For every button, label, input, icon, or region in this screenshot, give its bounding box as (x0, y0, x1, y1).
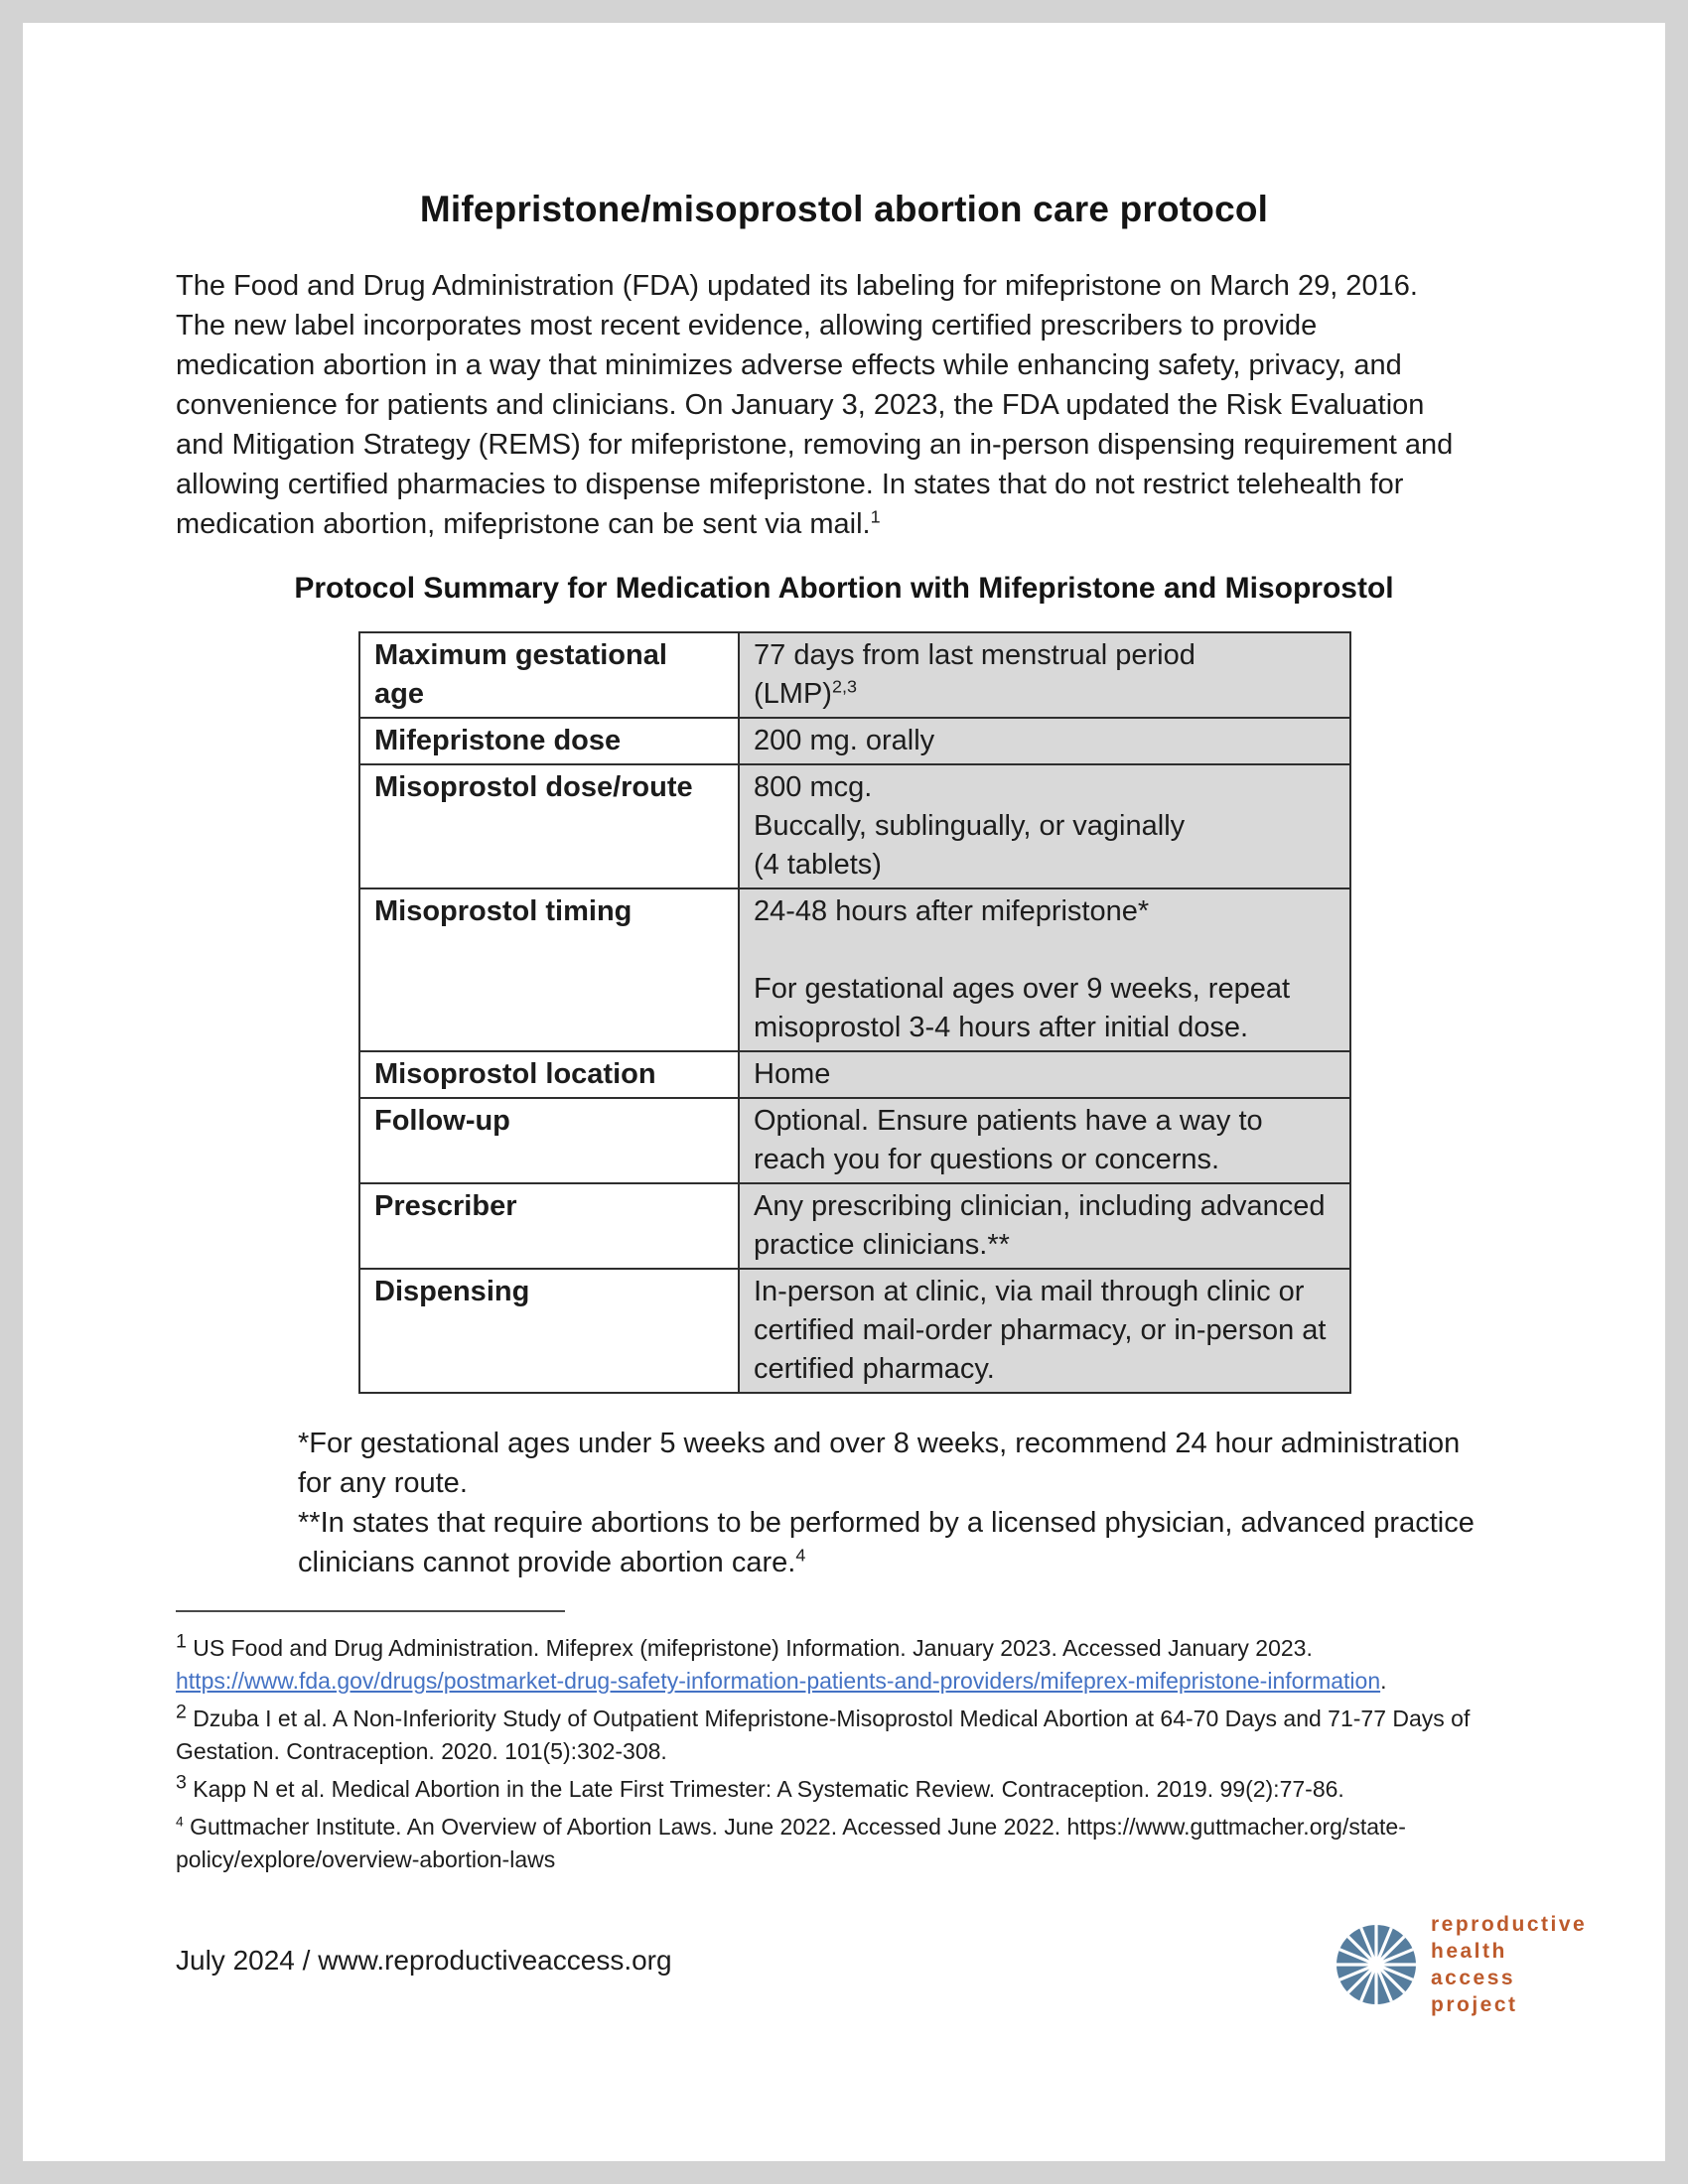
table-row (359, 1269, 1350, 1393)
footnotes-section (176, 1632, 1496, 1876)
footnote-marker: 2 (176, 1701, 187, 1723)
row-value-line: For gestational ages over 9 weeks, repeat misoprostol 3-4 hours after initial dose. (754, 973, 1291, 1043)
row-value-line: 800 mcg. (754, 771, 873, 803)
footnote: $^1$ US Food and Drug Administration. Mifeprex (mifepristone) Information. January 2023. Accessed January 2023. https://www.fda.gov/drugs/postmarket-drug-safety-information-patients-and-providers/mifeprex-mifepristone-information. (176, 1630, 1387, 1694)
footnote-divider (176, 1610, 565, 1612)
row-value (739, 888, 1350, 1051)
footnote-marker: 1 (176, 1630, 187, 1653)
row-value (739, 1098, 1350, 1183)
logo-text-line: health (1431, 1940, 1507, 1963)
row-label: Dispensing (359, 1269, 739, 1393)
logo-text-line: reproductive (1431, 1913, 1588, 1936)
row-value-line: (4 tablets) (754, 849, 882, 881)
row-label: Misoprostol timing (359, 888, 739, 1051)
footnote-marker: 4 (176, 1814, 184, 1830)
footer-date-url: July 2024 / www.reproductiveaccess.org (176, 1945, 672, 1976)
intro-text: The Food and Drug Administration (FDA) updated its labeling for mifepristone on March 29, 2016. The new label incorporates most recent evidence, allowing certified prescribers to provide medication abortion in a way that minimizes adverse effects while enhancing safety, privacy, and convenience for patients and clinicians. On January 3, 2023, the FDA updated the Risk Evaluation and Mitigation Strategy (REMS) for mifepristone, removing an in-person dispensing requirement and allowing certified pharmacies to dispense mifepristone. In states that do not restrict telehealth for medication abortion, mifepristone can be sent via mail. (176, 270, 1454, 540)
row-label: Maximum gestational age (359, 632, 739, 718)
row-value (739, 632, 1350, 718)
footnote-link[interactable]: https://www.fda.gov/drugs/postmarket-drug-safety-information-patients-and-providers/mifeprex-mifepristone-information (176, 1668, 1381, 1694)
row-value-line: 77 days from last menstrual period (754, 639, 1196, 671)
table-caption: Protocol Summary for Medication Abortion with Mifepristone and Misoprostol (294, 572, 1394, 605)
pinwheel-logo-icon (1336, 1924, 1417, 2005)
logo-text-line: project (1431, 1993, 1518, 2016)
table-row (359, 1051, 1350, 1098)
row-value (739, 764, 1350, 888)
row-value-line: 24-48 hours after mifepristone* (754, 895, 1150, 927)
footnote-ref: 2,3 (831, 676, 857, 697)
table-row (359, 1183, 1350, 1269)
logo-wordmark (1431, 1911, 1587, 2018)
table-row (359, 1098, 1350, 1183)
row-label: Mifepristone dose (359, 718, 739, 764)
table-row (359, 718, 1350, 764)
rhap-logo (1336, 1911, 1587, 2018)
row-value-line: Buccally, sublingually, or vaginally (754, 810, 1186, 842)
footnote: $^4$ Guttmacher Institute. An Overview of Abortion Laws. June 2022. Accessed June 2022. https://www.guttmacher.org/state-policy/explore/overview-abortion-laws (176, 1814, 1406, 1872)
page-title: Mifepristone/misoprostol abortion care protocol (419, 189, 1269, 229)
row-label: Prescriber (359, 1183, 739, 1269)
row-value-line: (LMP)$^{2,3}$ (754, 676, 857, 710)
row-label: Misoprostol location (359, 1051, 739, 1098)
table-notes (298, 1424, 1479, 1582)
row-value-line (754, 931, 1336, 970)
footnote-marker: 3 (176, 1771, 187, 1794)
table-row (359, 888, 1350, 1051)
footnote: $^3$ Kapp N et al. Medical Abortion in the Late First Trimester: A Systematic Review. Contraception. 2019. 99(2):77-86. (176, 1771, 1344, 1802)
row-value (739, 1269, 1350, 1393)
intro-footnote-ref: 1 (870, 506, 881, 527)
row-value-line: Home (754, 1058, 831, 1090)
row-value (739, 718, 1350, 764)
document-page (23, 23, 1665, 2161)
note-line: **In states that require abortions to be performed by a licensed physician, advanced practice clinicians cannot provide abortion care.$^4$ (298, 1507, 1475, 1578)
row-label: Follow-up (359, 1098, 739, 1183)
row-label: Misoprostol dose/route (359, 764, 739, 888)
footnote-ref: 4 (795, 1545, 806, 1566)
table-row (359, 632, 1350, 718)
row-value-line: Any prescribing clinician, including advanced practice clinicians.** (754, 1190, 1326, 1261)
row-value-line: Optional. Ensure patients have a way to reach you for questions or concerns. (754, 1105, 1263, 1175)
row-value-line: 200 mg. orally (754, 725, 935, 756)
protocol-table (358, 631, 1351, 1394)
note-line: *For gestational ages under 5 weeks and over 8 weeks, recommend 24 hour administration for any route. (298, 1428, 1461, 1499)
footnote: $^2$ Dzuba I et al. A Non-Inferiority Study of Outpatient Mifepristone-Misoprostol Medical Abortion at 64-70 Days and 71-77 Days of Gestation. Contraception. 2020. 101(5):302-308. (176, 1701, 1471, 1764)
row-value (739, 1183, 1350, 1269)
table-row (359, 764, 1350, 888)
logo-text-line: access (1431, 1967, 1516, 1989)
row-value-line: In-person at clinic, via mail through clinic or certified mail-order pharmacy, or in-person at certified pharmacy. (754, 1276, 1327, 1385)
row-value (739, 1051, 1350, 1098)
intro-paragraph (176, 266, 1462, 544)
